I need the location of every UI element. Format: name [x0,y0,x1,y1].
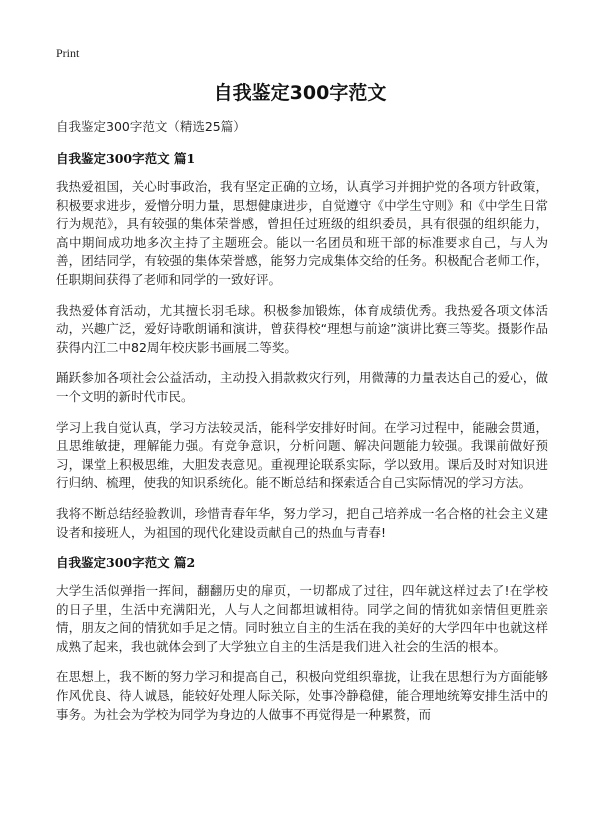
paragraph: 我热爱祖国，关心时事政治，我有坚定正确的立场，认真学习并拥护党的各项方针政策，积极要求进步，爱憎分明力量，思想健康进步，自觉遵守《中学生守则》和《中学生日常行为规范》，具有较强的集体荣誉感，曾担任过班级的组织委员，具有很强的组织能力，高中期间成功地多次主持了主题班会。能以一名团员和班干部的标准要求自己，与人为善，团结同学，有较强的集体荣誉感，能努力完成集体交给的任务。积极配合老师工作，任职期间获得了老师和同学的一致好评。 [56,179,548,287]
paragraph: 我将不断总结经验教训，珍惜青春年华，努力学习，把自己培养成一名合格的社会主义建设者和接班人，为祖国的现代化建设贡献自己的热血与青春! [56,505,548,540]
document-subtitle: 自我鉴定300字范文（精选25篇） [56,119,246,134]
section-2 [56,554,548,724]
section-heading: 自我鉴定300字范文 篇1 [56,151,196,166]
paragraph: 我热爱体育活动，尤其擅长羽毛球。积极参加锻炼，体育成绩优秀。我热爱各项文体活动，兴趣广泛，爱好诗歌朗诵和演讲，曾获得校“理想与前途”演讲比赛三等奖。摄影作品获得内江二中82周年校庆影书画展二等奖。 [56,302,548,355]
print-label: Print [56,46,80,60]
section-1 [56,150,548,542]
document-body [56,118,548,736]
page-title: 自我鉴定300字范文 [213,82,387,104]
paragraph: 踊跃参加各项社会公益活动，主动投入捐款救灾行列，用微薄的力量表达自己的爱心，做一个文明的新时代市民。 [56,370,548,404]
paragraph: 学习上我自觉认真，学习方法较灵活，能科学安排好时间。在学习过程中，能融会贯通，且思维敏捷，理解能力强。有竞争意识，分析问题、解决问题能力较强。我课前做好预习，课堂上积极思维，大胆发表意见。重视理论联系实际，学以致用。课后及时对知识进行归纳、梳理，使我的知识系统化。能不断总结和探索适合自己实际情况的学习方法。 [56,419,548,491]
paragraph: 大学生活似弹指一挥间，翻翻历史的扉页，一切都成了过往，四年就这样过去了!在学校的日子里，生活中充满阳光，人与人之间都坦诚相待。同学之间的情犹如亲情但更胜亲情，朋友之间的情犹如手足之情。同时独立自主的生活在我的美好的大学四年中也就这样成熟了起来，我也就体会到了大学独立自主的生活是我们进入社会的生活的根本。 [56,583,548,654]
section-heading: 自我鉴定300字范文 篇2 [56,555,196,571]
paragraph: 在思想上，我不断的努力学习和提高自己，积极向党组织靠拢，让我在思想行为方面能够作风优良、待人诚恳，能较好处理人际关际，处事冷静稳健，能合理地统筹安排生活中的事务。为社会为学校为同学为身边的人做事不再觉得是一种累赘，而 [56,669,548,722]
